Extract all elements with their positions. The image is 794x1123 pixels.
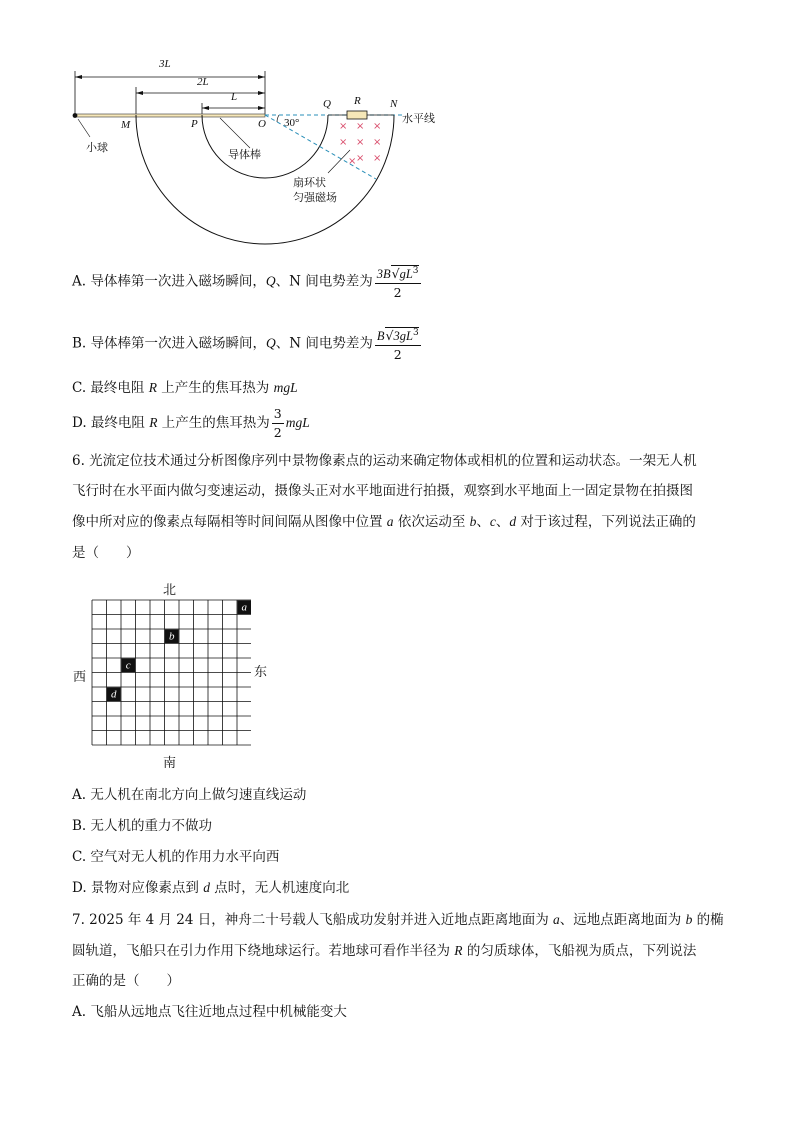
label-R: R <box>354 95 361 107</box>
label-ball: 小球 <box>86 141 108 154</box>
label-rod: 导体棒 <box>228 148 261 161</box>
label-2L: 2L <box>197 76 209 88</box>
horizontal-rail <box>75 114 265 117</box>
sqrt-icon: $√3gL^3$ <box>385 328 419 344</box>
outer-arc <box>136 115 394 244</box>
q7-line3: 正确的是（ ） <box>72 973 180 989</box>
label-field-2: 匀强磁场 <box>293 191 337 204</box>
option-5d: D. 最终电阻 R 上产生的焦耳热为 $\frac{3}{2}$ mgL <box>72 406 310 440</box>
label-Q: Q <box>323 98 331 110</box>
pixel-label-a: a <box>241 601 247 614</box>
label-N: N <box>390 98 398 110</box>
fraction-5b: $\frac{B√3gL^3}{2}$ <box>375 324 421 364</box>
label-horizontal-line: 水平线 <box>402 112 435 125</box>
label-south: 南 <box>163 756 177 771</box>
label-L: L <box>231 91 238 103</box>
label-O: O <box>258 118 266 130</box>
label-west: 西 <box>73 670 87 685</box>
label-P: P <box>191 118 198 130</box>
option-5c: C. 最终电阻 R 上产生的焦耳热为 mgL <box>72 380 298 396</box>
q7-line2: 圆轨道，飞船只在引力作用下绕地球运行。若地球可看作半径为 R 的匀质球体，飞船视为质点，下列说法 <box>72 943 697 959</box>
q6-line1: 6. 光流定位技术通过分析图像序列中景物像素点的运动来确定物体或相机的位置和运动状态。一架无人机 <box>72 453 697 469</box>
svg-text:×: × <box>339 137 348 148</box>
option-6b: B. 无人机的重力不做功 <box>72 818 213 834</box>
option-5b: B. 导体棒第一次进入磁场瞬间，Q、N 间电势差为 $\frac{B√3gL^3}{2}$ <box>72 324 423 364</box>
q6-line2: 飞行时在水平面内做匀变速运动，摄像头正对水平地面进行拍摄，观察到水平地面上一固定景物在拍摄图 <box>72 483 693 499</box>
label-east: 东 <box>254 665 268 680</box>
label-north: 北 <box>163 583 177 598</box>
fraction-5a: $\frac{3B√gL^3}{2}$ <box>375 262 421 302</box>
svg-text:×: × <box>373 121 382 132</box>
pixel-grid <box>91 599 251 747</box>
sqrt-icon: $√gL^3$ <box>391 266 419 282</box>
option-6c: C. 空气对无人机的作用力水平向西 <box>72 849 280 865</box>
resistor <box>347 111 367 119</box>
fraction-5d: $\frac{3}{2}$ <box>273 406 282 440</box>
label-angle: 30° <box>284 117 300 129</box>
q6-line3: 像中所对应的像素点每隔相等时间间隔从图像中位置 a 依次运动至 b、c、d 对于该过程，下列说法正确的 <box>72 514 696 530</box>
svg-text:×: × <box>356 121 365 132</box>
magnetic-field-marks <box>339 121 381 167</box>
svg-text:×: × <box>348 156 357 167</box>
pixel-label-b: b <box>169 630 175 643</box>
option-6d: D. 景物对应像素点到 d 点时，无人机速度向北 <box>72 880 350 896</box>
svg-text:×: × <box>356 153 365 164</box>
ball <box>73 113 78 118</box>
label-M: M <box>121 119 131 131</box>
svg-text:×: × <box>356 137 365 148</box>
label-field-1: 扇环状 <box>293 176 326 189</box>
label-3L: 3L <box>159 58 171 70</box>
svg-text:×: × <box>373 137 382 148</box>
option-6a: A. 无人机在南北方向上做匀速直线运动 <box>72 787 307 803</box>
svg-text:×: × <box>373 153 382 164</box>
pixel-label-c: c <box>125 659 131 672</box>
svg-text:×: × <box>339 121 348 132</box>
q7-line1: 7. 2025 年 4 月 24 日，神舟二十号载人飞船成功发射并进入近地点距离地面为 a、远地点距离地面为 b 的椭 <box>72 912 724 928</box>
option-5a: A. 导体棒第一次进入磁场瞬间，Q、N 间电势差为 $\frac{3B√gL^3}{2}$ <box>72 262 423 302</box>
q6-line4: 是（ ） <box>72 545 140 561</box>
option-7a: A. 飞船从远地点飞往近地点过程中机械能变大 <box>72 1004 347 1020</box>
pixel-label-d: d <box>111 688 117 701</box>
